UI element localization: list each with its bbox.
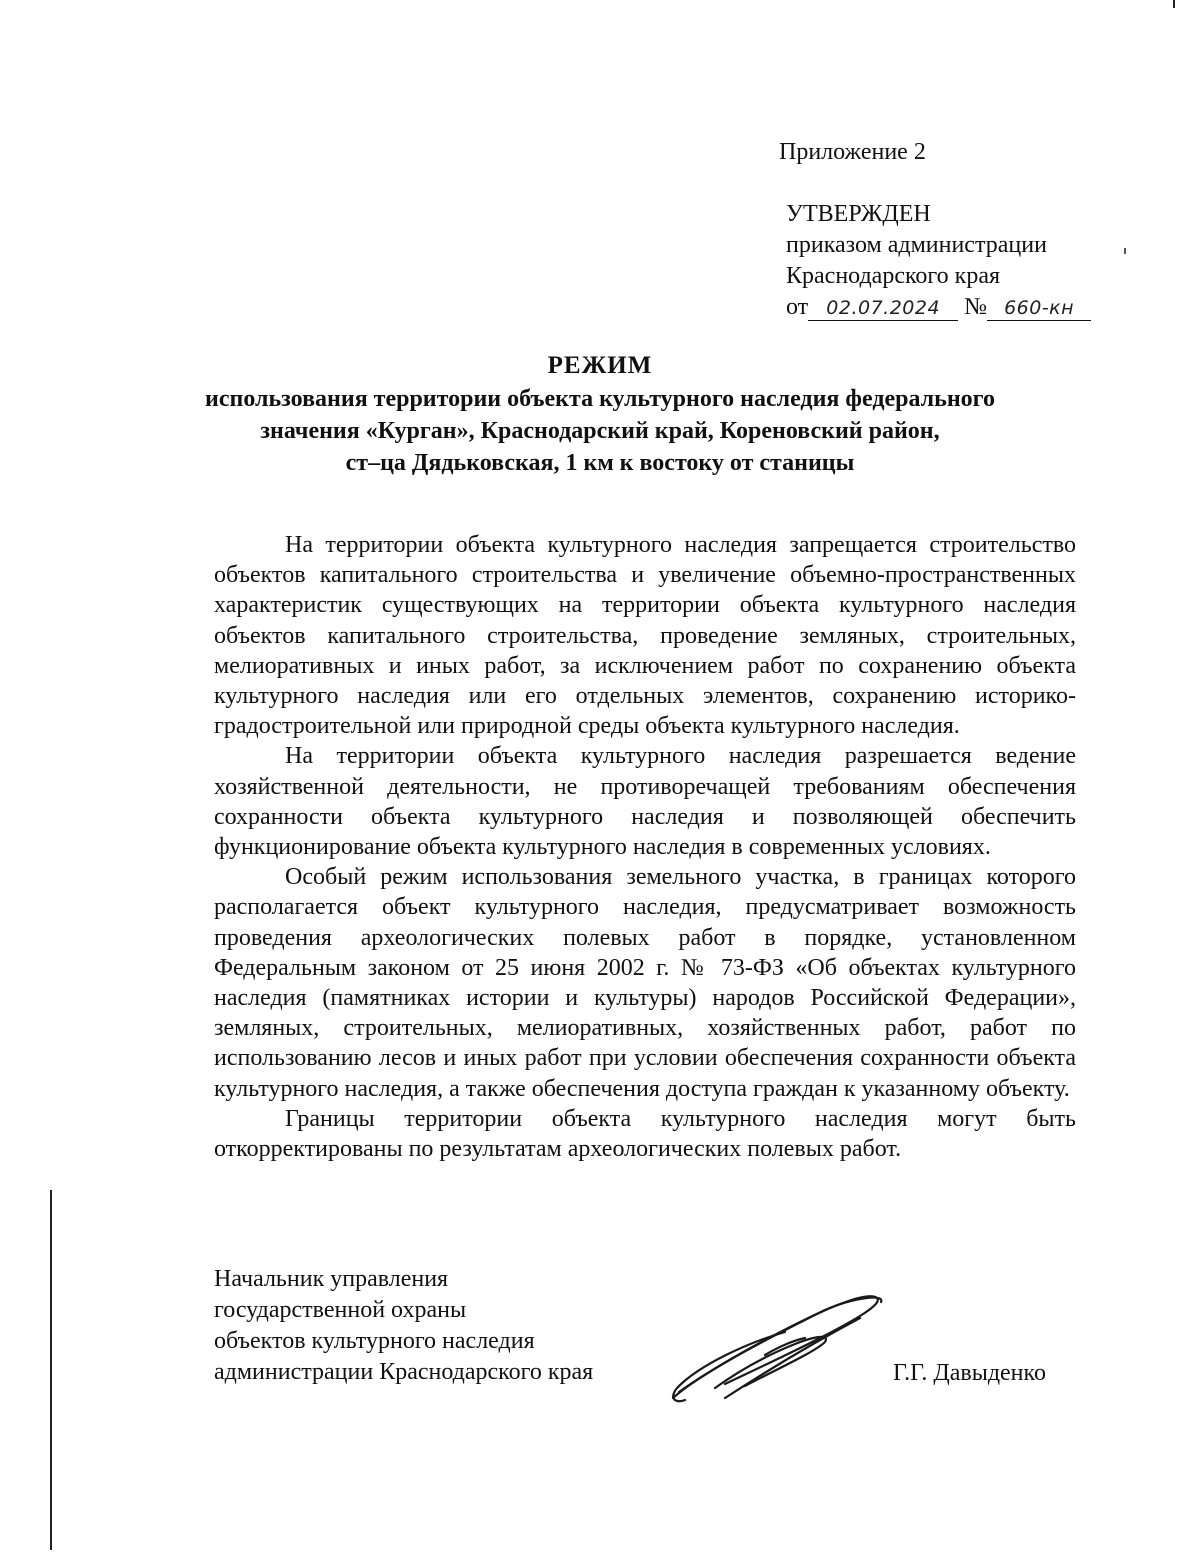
order-date: 02.07.2024 xyxy=(808,296,958,321)
document-body xyxy=(214,530,1076,1164)
paragraph-boundaries: Границы территории объекта культурного наследия могут быть откорректированы по результатам археологических полевых работ. xyxy=(214,1105,1076,1163)
document-title xyxy=(200,350,1000,478)
signer-name: Г.Г. Давыденко xyxy=(893,1360,1046,1386)
paragraph-permissions: На территории объекта культурного наследия разрешается ведение хозяйственной деятельности, не противоречащей требованиям обеспечения сохранности объекта культурного наследия и позволяющей обеспечить функционирование объекта культурного наследия в современных условиях. xyxy=(214,743,1076,861)
number-label: № xyxy=(964,294,988,320)
scan-edge-mark xyxy=(1173,0,1175,8)
paragraph-special-regime: Особый режим использования земельного участка, в границах которого располагается объект культурного наследия, предусматривает возможность проведения археологических полевых работ в порядке, установленном Федеральным законом от 25 июня 2002 г. № 73-ФЗ «Об объектах культурного наследия (памятниках истории и культуры) народов Российской Федерации», земляных, строительных, мелиоративных, хозяйственных работ, работ по использованию лесов и иных работ при условии обеспечения сохранности объекта культурного наследия, а также обеспечения доступа граждан к указанному объекту. xyxy=(214,864,1076,1102)
position-line-4: администрации Краснодарского края xyxy=(214,1359,594,1385)
handwritten-signature-icon xyxy=(655,1280,895,1410)
approval-line-2: Краснодарского края xyxy=(786,263,1001,289)
title-line-3: ст–ца Дядьковская, 1 км к востоку от станицы xyxy=(345,450,855,476)
scan-edge-line xyxy=(50,1190,52,1550)
approval-stamp-block xyxy=(786,199,1091,323)
scan-margin-mark xyxy=(1124,248,1126,254)
paragraph-prohibitions: На территории объекта культурного наследия запрещается строительство объектов капитального строительства и увеличение объемно-пространственных характеристик существующих на территории объекта культурного наследия объектов капитального строительства, проведение земляных, строительных, мелиоративных и иных работ, за исключением работ по сохранению объекта культурного наследия или его отдельных элементов, сохранению историко-градостроительной или природной среды объекта культурного наследия. xyxy=(214,532,1076,740)
order-number: 660-кн xyxy=(987,296,1091,321)
title-line-1: использования территории объекта культурного наследия федерального xyxy=(205,386,995,412)
order-reference xyxy=(786,292,1091,323)
title-line-2: значения «Курган», Краснодарский край, Кореновский район, xyxy=(260,418,940,444)
approval-line-1: приказом администрации xyxy=(786,232,1047,258)
title-main: РЕЖИМ xyxy=(547,352,653,379)
position-line-1: Начальник управления xyxy=(214,1266,449,1292)
from-label: от xyxy=(786,294,809,320)
appendix-label: Приложение 2 xyxy=(779,139,926,165)
position-line-2: государственной охраны xyxy=(214,1297,467,1323)
position-line-3: объектов культурного наследия xyxy=(214,1328,535,1354)
approved-label: УТВЕРЖДЕН xyxy=(786,201,931,227)
signer-position xyxy=(214,1264,593,1388)
